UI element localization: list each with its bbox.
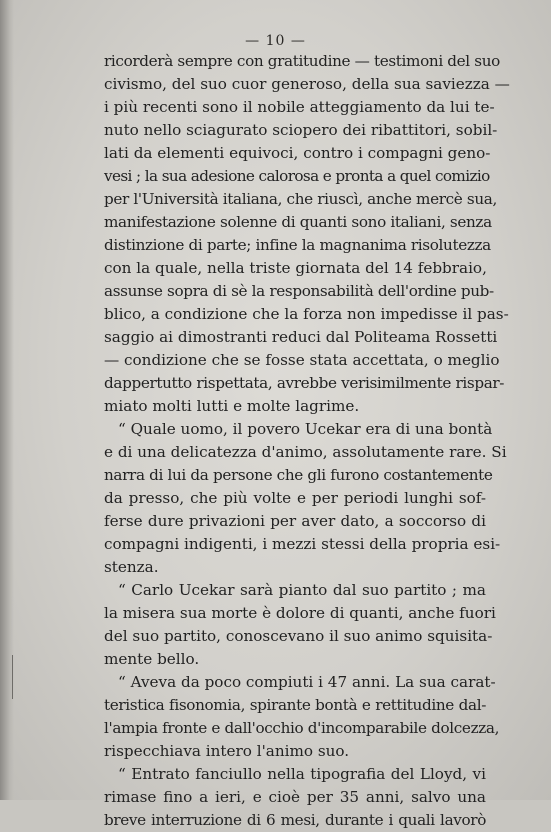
text-line: civismo, del suo cuor generoso, della sua saviezza — xyxy=(104,75,510,93)
text-line: nuto nello sciagurato sciopero dei ribattitori, sobil- xyxy=(104,121,498,139)
text-line: rispecchiava intero l'animo suo. xyxy=(104,742,350,760)
text-line: “ Entrato fanciullo nella tipografia del Lloyd, vi xyxy=(118,765,486,783)
text-line: l'ampia fronte e dall'occhio d'incomparabile dolcezza, xyxy=(104,719,500,737)
text-line: “ Aveva da poco compiuti i 47 anni. La sua carat- xyxy=(118,673,496,691)
text-line: rimase fino a ieri, e cioè per 35 anni, salvo una xyxy=(104,788,486,806)
text-line: saggio ai dimostranti reduci dal Politeama Rossetti xyxy=(104,328,498,346)
text-line: narra di lui da persone che gli furono costantemente xyxy=(104,466,493,484)
text-line: compagni indigenti, i mezzi stessi della propria esi- xyxy=(104,535,501,553)
text-line: — condizione che se fosse stata accettata, o meglio xyxy=(104,351,500,369)
margin-pencil-mark xyxy=(12,655,13,699)
text-line: per l'Università italiana, che riuscì, anche mercè sua, xyxy=(104,190,497,208)
text-line: manifestazione solenne di quanti sono italiani, senza xyxy=(104,213,492,231)
text-line: ricorderà sempre con gratitudine — testimoni del suo xyxy=(104,52,500,70)
text-line: “ Carlo Ucekar sarà pianto dal suo partito ; ma xyxy=(118,581,486,599)
text-line: stenza. xyxy=(104,558,159,576)
text-line: vesi ; la sua adesione calorosa e pronta a quel comizio xyxy=(104,167,490,185)
text-line: e di una delicatezza d'animo, assolutamente rare. Si xyxy=(104,443,507,461)
text-line: assunse sopra di sè la responsabilità dell'ordine pub- xyxy=(104,282,494,300)
text-line: del suo partito, conoscevano il suo animo squisita- xyxy=(104,627,493,645)
text-line: lati da elementi equivoci, contro i compagni geno- xyxy=(104,144,491,162)
body-text xyxy=(104,50,510,832)
text-line: con la quale, nella triste giornata del 14 febbraio, xyxy=(104,259,487,277)
text-line: dappertutto rispettata, avrebbe verisimilmente rispar- xyxy=(104,374,505,392)
text-line: da presso, che più volte e per periodi lunghi sof- xyxy=(104,489,486,507)
text-line: la misera sua morte è dolore di quanti, anche fuori xyxy=(104,604,496,622)
text-line: miato molti lutti e molte lagrime. xyxy=(104,397,360,415)
text-line: breve interruzione di 6 mesi, durante i quali lavorò xyxy=(104,811,486,829)
text-line: mente bello. xyxy=(104,650,200,668)
text-line: i più recenti sono il nobile atteggiamento da lui te- xyxy=(104,98,495,116)
text-line: teristica fisonomia, spirante bontà e rettitudine dal- xyxy=(104,696,486,714)
text-line: distinzione di parte; infine la magnanima risolutezza xyxy=(104,236,491,254)
text-line: “ Quale uomo, il povero Ucekar era di una bontà xyxy=(118,420,493,438)
text-line: ferse dure privazioni per aver dato, a soccorso di xyxy=(104,512,486,530)
page-number: — 10 — xyxy=(245,33,306,49)
text-line: blico, a condizione che la forza non impedisse il pas- xyxy=(104,305,509,323)
